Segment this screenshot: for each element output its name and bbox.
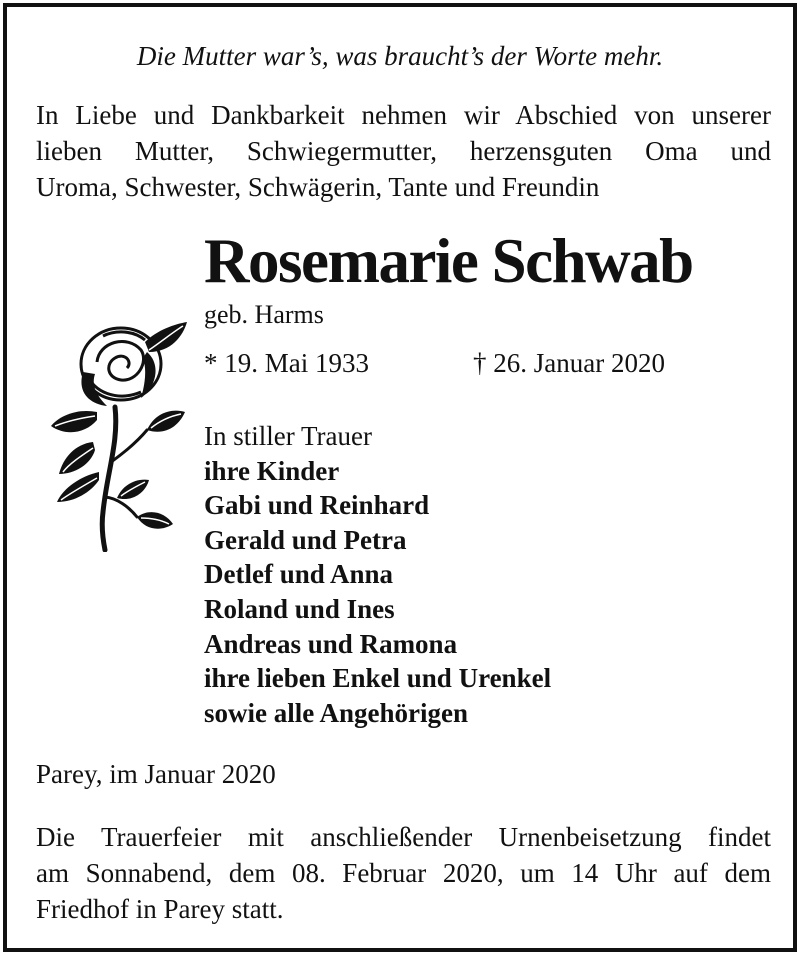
death-date: † 26. Januar 2020 xyxy=(473,348,665,378)
ceremony-line: am Sonnabend, dem 08. Februar 2020, um 14 Uhr auf dem xyxy=(36,858,771,888)
birth-date: * 19. Mai 1933 xyxy=(204,348,369,378)
intro-line: Uroma, Schwester, Schwägerin, Tante und Freundin xyxy=(36,172,600,202)
mourner-line: Gerald und Petra xyxy=(204,524,407,555)
mourners-block xyxy=(204,419,551,730)
mourner-line: sowie alle Angehörigen xyxy=(204,697,468,728)
deceased-name: Rosemarie Schwab xyxy=(204,226,693,296)
place-date: Parey, im Januar 2020 xyxy=(36,759,276,789)
ceremony-line: Friedhof in Parey statt. xyxy=(36,894,284,924)
obituary-notice xyxy=(3,3,797,952)
mourner-line: Detlef und Anna xyxy=(204,559,394,590)
rose-icon xyxy=(37,312,197,552)
ceremony-text xyxy=(36,819,771,927)
intro-line: lieben Mutter, Schwiegermutter, herzensguten Oma und xyxy=(36,136,771,166)
ceremony-line: Die Trauerfeier mit anschließender Urnenbeisetzung findet xyxy=(36,822,771,852)
intro-text xyxy=(36,97,771,205)
intro-line: In Liebe und Dankbarkeit nehmen wir Abschied von unserer xyxy=(36,100,771,130)
mourner-line: Roland und Ines xyxy=(204,593,395,624)
mourner-line: Gabi und Reinhard xyxy=(204,490,430,521)
motto: Die Mutter war’s, was braucht’s der Worte mehr. xyxy=(136,41,664,71)
mourner-line: Andreas und Ramona xyxy=(204,628,458,659)
mourning-heading: In stiller Trauer xyxy=(204,421,372,451)
mourner-line: ihre lieben Enkel und Urenkel xyxy=(204,663,552,694)
birth-name: geb. Harms xyxy=(204,300,324,329)
mourner-line: ihre Kinder xyxy=(204,455,340,486)
